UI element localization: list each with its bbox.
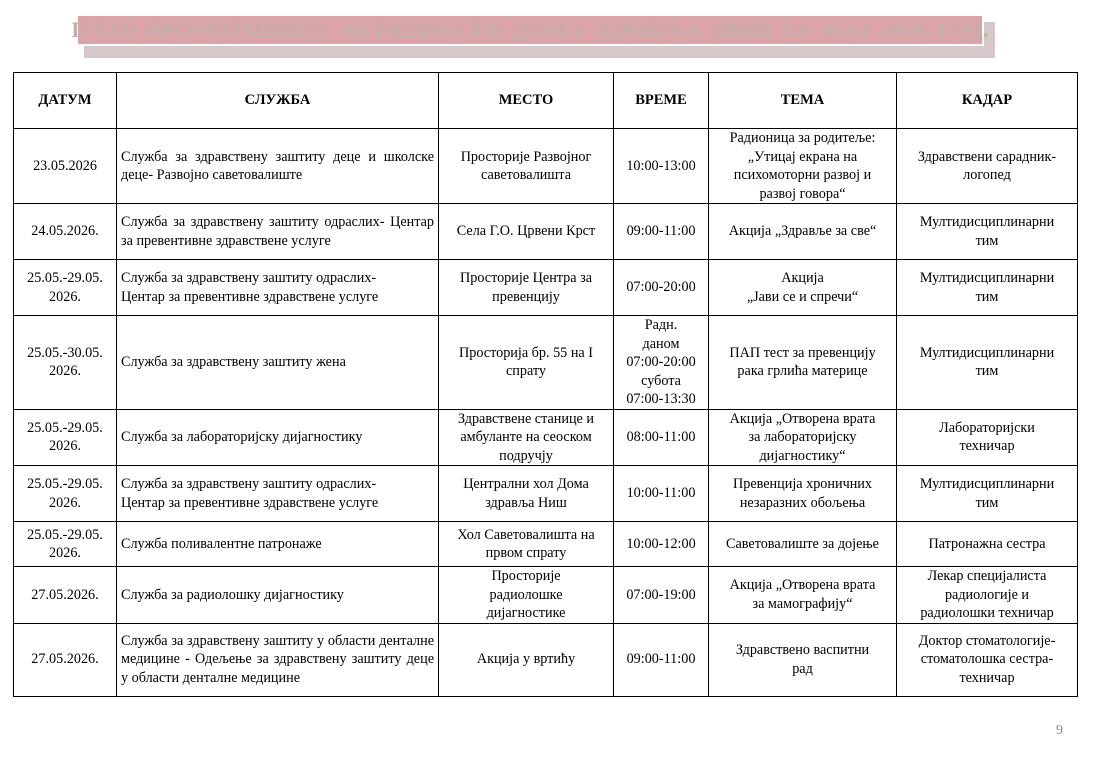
cell-topic-text: Акција „Отворена врата за лабораторијску дијагностику“ — [729, 410, 876, 464]
cell-staff-text: Патронажна сестра — [928, 535, 1046, 552]
table-row — [14, 316, 1078, 410]
cell-topic — [709, 623, 897, 696]
cell-place — [439, 260, 614, 316]
cell-staff — [897, 567, 1078, 624]
cell-staff — [897, 260, 1078, 316]
cell-staff-text: Мултидисциплинарни тим — [919, 344, 1055, 380]
cell-place-text: Просторије Центра за превенцију — [459, 270, 592, 305]
header-place: МЕСТО — [439, 73, 614, 129]
header-staff: КАДАР — [897, 73, 1078, 129]
cell-topic-text: ПАП тест за превенцију рака грлића материце — [729, 344, 876, 380]
cell-place — [439, 522, 614, 567]
cell-date-text: 25.05.-29.05. 2026. — [27, 476, 103, 511]
cell-topic — [709, 204, 897, 260]
cell-date-text: 25.05.-29.05. 2026. — [27, 526, 103, 561]
cell-staff — [897, 316, 1078, 410]
header-topic: ТЕМА — [709, 73, 897, 129]
cell-date — [14, 316, 117, 410]
promotion-plan-table — [13, 72, 1078, 697]
cell-staff-text: Лекар специјалиста радиологије и радиолошки техничар — [920, 568, 1054, 621]
page-number: 9 — [1056, 723, 1063, 738]
cell-place-text: Просторија бр. 55 на I спрату — [459, 344, 593, 380]
table-row — [14, 466, 1078, 522]
cell-date-text: 25.05.-30.05. 2026. — [27, 344, 103, 380]
cell-service — [117, 316, 439, 410]
cell-staff-text: Здравствени сарадник- логопед — [917, 148, 1057, 183]
header-date: ДАТУМ — [14, 73, 117, 129]
cell-time — [614, 623, 709, 696]
cell-place — [439, 316, 614, 410]
cell-time-text: 09:00-11:00 — [626, 223, 696, 240]
cell-service — [117, 204, 439, 260]
cell-staff — [897, 409, 1078, 466]
title-banner — [71, 14, 989, 46]
cell-time — [614, 316, 709, 410]
table-row — [14, 260, 1078, 316]
cell-date — [14, 409, 117, 466]
table-row — [14, 522, 1078, 567]
cell-service-text: Служба за лабораторијску дијагностику — [121, 429, 363, 445]
cell-service-text: Служба за здравствену заштиту одраслих- Центар за превентивне здравствене услуге — [121, 476, 379, 511]
cell-topic — [709, 129, 897, 204]
cell-service-text: Служба за здравствену заштиту у области денталне медицине - Одељење за здравствену заштиту деце у области денталне медицине — [121, 632, 434, 686]
cell-service-text: Служба за радиолошку дијагностику — [121, 586, 344, 603]
cell-date — [14, 466, 117, 522]
cell-time — [614, 204, 709, 260]
cell-time — [614, 466, 709, 522]
cell-time — [614, 522, 709, 567]
cell-time — [614, 409, 709, 466]
table-row — [14, 204, 1078, 260]
cell-time-text: Радн. даном 07:00-20:00 субота 07:00-13:30 — [626, 317, 696, 407]
cell-topic-text: Здравствено васпитни рад — [735, 642, 870, 677]
cell-topic — [709, 522, 897, 567]
cell-time-text: 08:00-11:00 — [626, 429, 696, 445]
cell-date — [14, 260, 117, 316]
cell-topic-text: Радионица за родитеље: „Утицај екрана на психомоторни развој и развој говора“ — [729, 130, 876, 202]
cell-time-text: 07:00-20:00 — [626, 279, 696, 296]
cell-service — [117, 129, 439, 204]
cell-place-text: Централни хол Дома здравља Ниш — [463, 476, 589, 511]
cell-service — [117, 623, 439, 696]
table-row — [14, 567, 1078, 624]
cell-time-text: 09:00-11:00 — [626, 651, 696, 668]
cell-place — [439, 409, 614, 466]
cell-date-text: 27.05.2026. — [31, 651, 99, 668]
cell-topic-text: Акција „Отворена врата за мамографију“ — [729, 577, 876, 612]
cell-topic — [709, 260, 897, 316]
cell-place — [439, 129, 614, 204]
cell-date-text: 25.05.-29.05. 2026. — [27, 270, 103, 305]
cell-topic-text: Саветовалиште за дојење — [726, 535, 879, 552]
cell-staff-text: Мултидисциплинарни тим — [919, 214, 1055, 249]
cell-topic-text: Акција „Јави се и спречи“ — [746, 270, 859, 305]
cell-date — [14, 623, 117, 696]
cell-service-text: Служба поливалентне патронаже — [121, 535, 322, 552]
cell-time-text: 10:00-13:00 — [626, 157, 696, 174]
cell-date — [14, 129, 117, 204]
cell-staff — [897, 466, 1078, 522]
cell-time — [614, 567, 709, 624]
cell-service-text: Служба за здравствену заштиту деце и школске деце- Развојно саветовалиште — [121, 148, 434, 183]
cell-place-text: Акција у вртићу — [476, 651, 576, 668]
cell-service-text: Служба за здравствену заштиту одраслих- Центар за превентивне здравствене услуге — [121, 270, 379, 305]
cell-service — [117, 466, 439, 522]
cell-place — [439, 567, 614, 624]
cell-staff — [897, 623, 1078, 696]
table-row — [14, 623, 1078, 696]
cell-service — [117, 522, 439, 567]
cell-staff-text: Доктор стоматологије- стоматолошка сестра- техничар — [918, 632, 1056, 686]
cell-place — [439, 623, 614, 696]
table-header-row — [14, 73, 1078, 129]
cell-service — [117, 409, 439, 466]
cell-staff-text: Мултидисциплинарни тим — [919, 476, 1055, 511]
cell-service-text: Служба за здравствену заштиту одраслих- Центар за превентивне здравствене услуге — [121, 214, 434, 249]
cell-topic — [709, 409, 897, 466]
cell-date — [14, 204, 117, 260]
cell-place-text: Здравствене станице и амбуланте на сеоском подручју — [457, 410, 594, 464]
cell-time — [614, 260, 709, 316]
page-title: ПЛАН ПРОМОТИВНИХ АКТИВНОСТИ ДОМА ЗДРАВЉА НИШ ЗА МАЈ 2026. ГОД. — [71, 17, 989, 42]
cell-topic — [709, 466, 897, 522]
cell-topic-text: Превенција хроничних незаразних обољења — [733, 476, 872, 511]
cell-staff — [897, 522, 1078, 567]
cell-time-text: 10:00-12:00 — [626, 535, 696, 552]
header-time: ВРЕМЕ — [614, 73, 709, 129]
cell-time-text: 07:00-19:00 — [626, 586, 696, 603]
cell-place-text: Просторије Развојног саветовалишта — [460, 148, 592, 183]
table-row — [14, 129, 1078, 204]
cell-date — [14, 522, 117, 567]
cell-topic — [709, 316, 897, 410]
cell-service — [117, 260, 439, 316]
cell-service-text: Служба за здравствену заштиту жена — [121, 354, 346, 370]
cell-date-text: 25.05.-29.05. 2026. — [27, 419, 103, 455]
cell-topic-text: Акција „Здравље за све“ — [728, 223, 877, 240]
cell-place — [439, 204, 614, 260]
cell-time — [614, 129, 709, 204]
table-row — [14, 409, 1078, 466]
cell-date — [14, 567, 117, 624]
cell-date-text: 27.05.2026. — [31, 586, 99, 603]
cell-time-text: 10:00-11:00 — [626, 485, 696, 502]
cell-staff — [897, 204, 1078, 260]
cell-service — [117, 567, 439, 624]
cell-place — [439, 466, 614, 522]
cell-date-text: 23.05.2026 — [33, 157, 97, 174]
cell-topic — [709, 567, 897, 624]
header-service: СЛУЖБА — [117, 73, 439, 129]
cell-place-text: Села Г.О. Црвени Крст — [456, 223, 596, 240]
cell-place-text: Просторије радиолошке дијагностике — [486, 568, 566, 621]
cell-staff — [897, 129, 1078, 204]
cell-place-text: Хол Саветовалишта на првом спрату — [457, 526, 595, 561]
cell-staff-text: Мултидисциплинарни тим — [919, 270, 1055, 305]
cell-date-text: 24.05.2026. — [31, 223, 99, 240]
cell-staff-text: Лабораторијски техничар — [939, 419, 1035, 455]
